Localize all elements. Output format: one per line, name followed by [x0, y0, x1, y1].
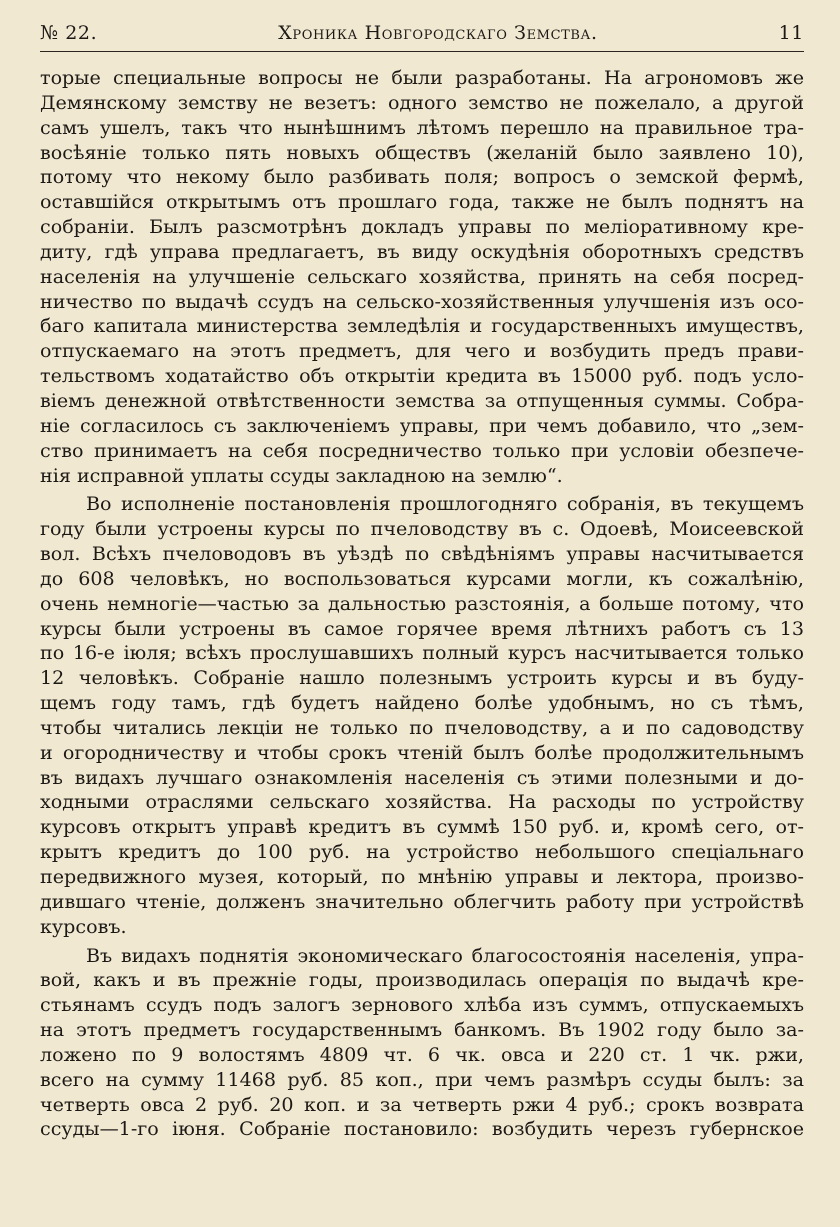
- text-line: восѣяніе только пять новыхъ обществъ (желаній было заявлено 10),: [40, 140, 804, 164]
- text-line: віемъ денежной отвѣтственности земства за отпущенныя суммы. Собра-: [40, 388, 804, 412]
- text-line: ссуды—1-го іюня. Собраніе постановило: возбудить черезъ губернское: [40, 1117, 804, 1141]
- text-line: самъ ушелъ, такъ что нынѣшнимъ лѣтомъ перешло на правильное тра-: [40, 115, 804, 139]
- article-body: [40, 66, 804, 1142]
- text-line: по 16-е іюля; всѣхъ прослушавшихъ полный курсъ насчитывается только: [40, 641, 804, 665]
- page-number: 11: [778, 22, 804, 44]
- text-line: торые специальные вопросы не были разработаны. На агрономовъ же: [40, 66, 804, 89]
- issue-number: № 22.: [40, 22, 98, 44]
- text-line: на этотъ предметъ государственнымъ банкомъ. Въ 1902 году было за-: [40, 1018, 804, 1042]
- text-line: отпускаемаго на этотъ предметъ, для чего и возбудить предъ прави-: [40, 339, 804, 363]
- text-line: ложено по 9 волостямъ 4809 чт. 6 чк. овса и 220 ст. 1 чк. ржи,: [40, 1042, 804, 1066]
- text-line: потому что некому было разбивать поля; вопросъ о земской фермѣ,: [40, 165, 804, 189]
- text-line: Во исполненіе постановленія прошлогодняго собранія, въ текущемъ: [86, 492, 804, 516]
- text-line: населенія на улучшеніе сельскаго хозяйства, принять на себя посред-: [40, 264, 804, 288]
- text-line: и огородничеству и чтобы срокъ чтеній былъ болѣе продолжительнымъ: [40, 740, 804, 764]
- text-line: 12 человѣкъ. Собраніе нашло полезнымъ устроить курсы и въ буду-: [40, 666, 804, 690]
- text-line: курсовъ открытъ управѣ кредитъ въ суммѣ 150 руб. и, кромѣ сего, от-: [40, 815, 804, 839]
- text-line: курсы были устроены въ самое горячее время лѣтнихъ работъ съ 13: [40, 616, 804, 640]
- text-line: ніе согласилось съ заключеніемъ управы, при чемъ добавило, что „зем-: [40, 413, 804, 437]
- text-line: всего на сумму 11468 руб. 85 коп., при чемъ размѣръ ссуды былъ: за: [40, 1067, 804, 1091]
- text-line: въ видахъ лучшаго ознакомленія населенія съ этими полезными и до-: [40, 765, 804, 789]
- text-line: вол. Всѣхъ пчеловодовъ въ уѣздѣ по свѣдѣніямъ управы насчитывается: [40, 542, 804, 566]
- text-line: нія исправной уплаты ссуды закладною на землю“.: [40, 463, 563, 487]
- text-line: ство принимаетъ на себя посредничество только при условіи обезпече-: [40, 438, 804, 462]
- text-line: четверть овса 2 руб. 20 коп. и за четверть ржи 4 руб.; срокъ возврата: [40, 1092, 804, 1116]
- text-line: оставшійся открытымъ отъ прошлаго года, также не былъ поднятъ на: [40, 190, 804, 214]
- running-header: [40, 22, 804, 48]
- text-line: тельствомъ ходатайство объ открытіи кредита въ 15000 руб. подъ усло-: [40, 364, 804, 388]
- text-line: Демянскому земству не везетъ: одного земство не пожелало, а другой: [40, 90, 804, 114]
- text-line: собраніи. Былъ разсмотрѣнъ докладъ управы по меліоративному кре-: [40, 215, 804, 239]
- text-line: ходными отраслями сельскаго хозяйства. На расходы по устройству: [40, 790, 804, 814]
- text-line: баго капитала министерства земледѣлія и государственныхъ имуществъ,: [40, 314, 804, 338]
- text-line: вой, какъ и въ прежніе годы, производилась операція по выдачѣ кре-: [40, 968, 804, 992]
- text-line: щемъ году тамъ, гдѣ будетъ найдено болѣе удобнымъ, но съ тѣмъ,: [40, 691, 804, 715]
- text-line: передвижного музея, который, по мнѣнію управы и лектора, произво-: [40, 865, 804, 888]
- text-line: стьянамъ ссудъ подъ залогъ зернового хлѣба изъ суммъ, отпускаемыхъ: [40, 993, 804, 1017]
- paragraph: [40, 492, 804, 939]
- journal-title: Хроника Новгородскаго Земства.: [278, 22, 598, 44]
- text-line: дившаго чтеніе, долженъ значительно облегчить работу при устройствѣ: [40, 889, 804, 913]
- text-line: до 608 человѣкъ, но воспользоваться курсами могли, къ сожалѣнію,: [40, 566, 804, 590]
- text-line: Въ видахъ поднятія экономическаго благосостоянія населенія, упра-: [86, 943, 804, 967]
- text-line: ничество по выдачѣ ссудъ на сельско-хозяйственныя улучшенія изъ осо-: [40, 289, 804, 313]
- paragraph: [40, 944, 804, 1143]
- paragraph: [40, 66, 804, 488]
- text-line: очень немногіе—частью за дальностью разстоянія, а больше потому, что: [40, 591, 804, 615]
- text-line: крытъ кредитъ до 100 руб. на устройство небольшого спеціальнаго: [40, 840, 804, 864]
- text-line: диту, гдѣ управа предлагаетъ, въ виду оскудѣнія оборотныхъ средствъ: [40, 239, 804, 263]
- text-line: курсовъ.: [40, 914, 127, 938]
- header-rule: [40, 51, 804, 52]
- text-line: году были устроены курсы по пчеловодству въ с. Одоевѣ, Моисеевской: [40, 517, 804, 541]
- text-line: чтобы читались лекціи не только по пчеловодству, а и по садоводству: [40, 715, 804, 739]
